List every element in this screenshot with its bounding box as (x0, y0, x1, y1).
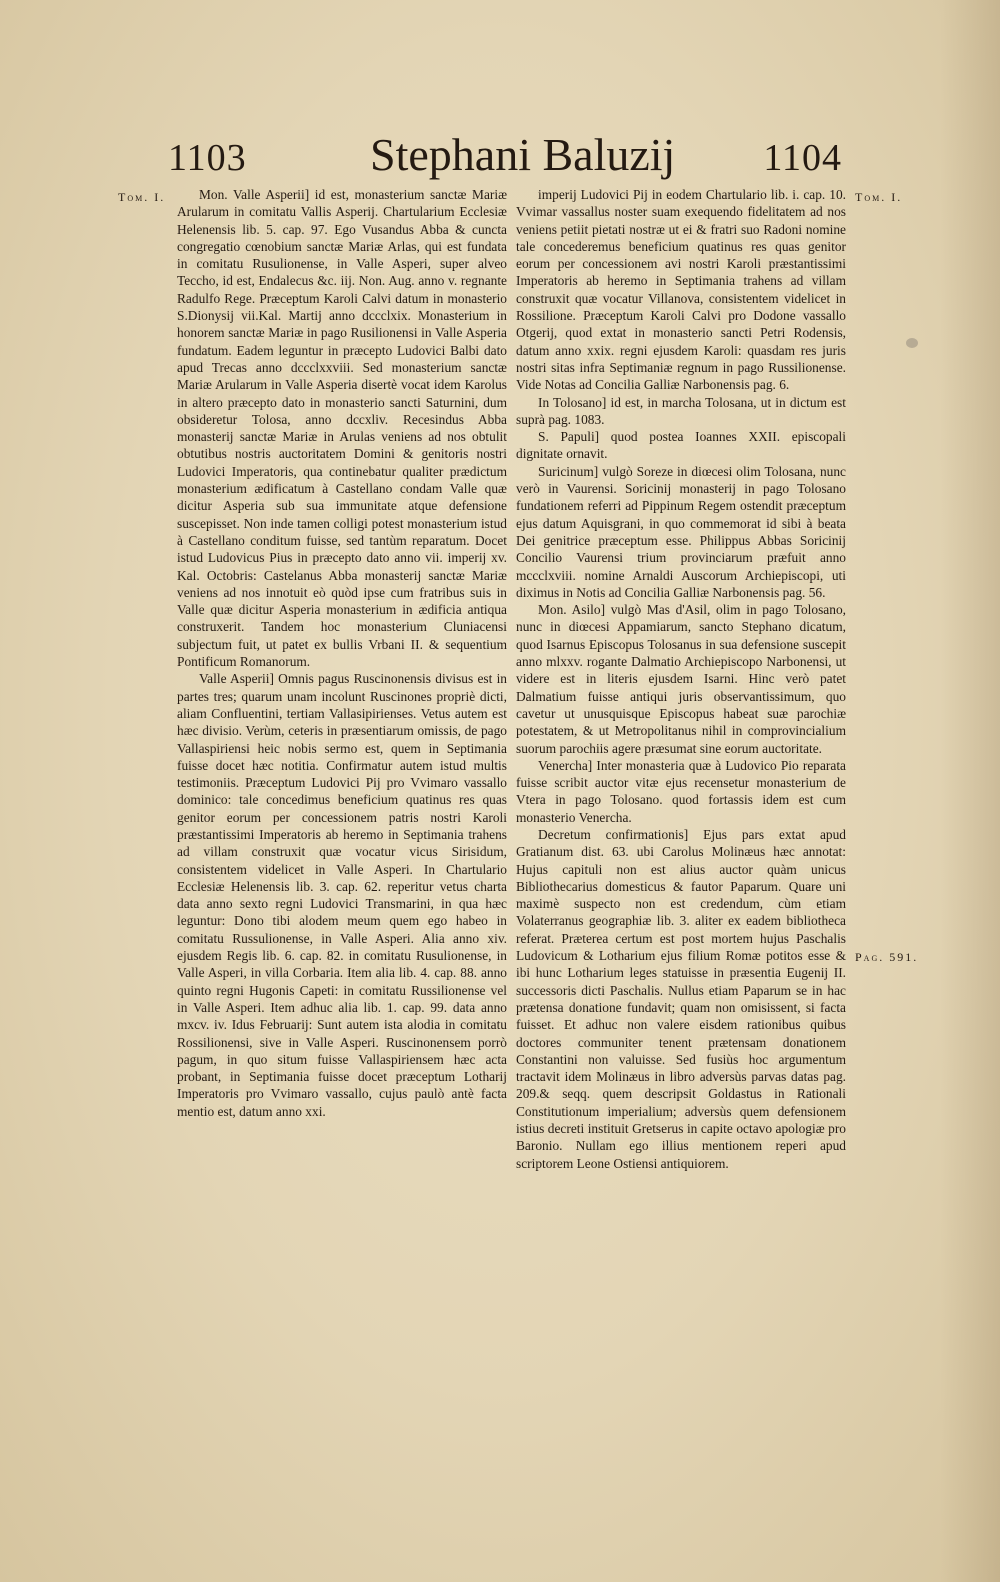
right-paragraph: S. Papuli] quod postea Ioannes XXII. episcopali dignitate ornavit. (516, 429, 846, 462)
right-paragraph: imperij Ludovici Pij in eodem Chartulario lib. i. cap. 10. Vvimar vassallus noster suam exequendo fidelitatem ad nos veniens petiit pietati nostræ ut ei & fratri suo Radoni nomine tale concederemus beneficium quatinus res quas genitor eorum per concessionem avi nostri Karoli præstantissimi Imperatoris ab heremo in Septimania trahens ad villam construxit quæ vocatur Villanova, consistentem videlicet in Rossilione. Præceptum Karoli Calvi pro Dodone vassallo Otgerij, quod extat in monasterio sancti Petri Rodensis, datum anno xxix. regni ejusdem Karoli: quasdam res juris nostri sitas infra Septimaniæ regnum in pago Russilionense. Vide Notas ad Concilia Galliæ Narbonensis pag. 6. (516, 187, 846, 393)
left-page-number: 1103 (168, 137, 247, 179)
margin-note-right-tom: Tom. I. (855, 190, 903, 204)
right-page-number: 1104 (763, 137, 842, 179)
right-paragraph: In Tolosano] id est, in marcha Tolosana, ut in dictum est suprà pag. 1083. (516, 394, 846, 427)
page-header (160, 128, 860, 188)
running-title: Stephani Baluzij (370, 129, 676, 180)
paper-stain (906, 338, 918, 348)
left-text-column (177, 186, 507, 1120)
right-paragraph: Suricinum] vulgò Soreze in diœcesi olim Tolosana, nunc verò in Vaurensi. Soricinij monasterij in pago Tolosano fundationem referri ad Pippinum Regem ostendit præceptum ejus datum Aquisgrani, in quo commemorat id sibi à beata Dei genitrice præceptum esse. Philippus Abbas Soricinij Concilio Vaurensi trium provinciarum præfuit anno mccclxviii. nomine Arnaldi Auscorum Archiepiscopi, uti diximus in Notis ad Concilia Galliæ Narbonensis pag. 56. (516, 463, 846, 600)
right-paragraph: Decretum confirmationis] Ejus pars extat apud Gratianum dist. 63. ubi Carolus Molinæus hæc annotat: Hujus capituli non est alius auctor quàm unicus Bibliothecarius domesticus & fautor Paparum. Quare uni maximè suspecto non est credendum, cùm etiam Volaterranus geographiæ lib. 3. aliter ex eadem bibliotheca referat. Præterea certum est post mortem hujus Paschalis Ludovicum & Lotharium ejus filium Romæ potitos esse & ibi hunc Lotharium leges statuisse in præsentia Eugenij II. successoris dicti Paschalis. Nullus etiam Paparum se in hac prætensa donatione fundavit; quam non omisissent, si facta fuisset. Et adhuc non valere eisdem rationibus quibus doctores communiter tenent prætensam donationem Constantini non valuisse. Sed fusiùs hoc argumentum tractavit idem Molinæus in libro adversùs parvas datas pag. 209.& seqq. quem descripsit Goldastus in Rationali Constitutionum imperialium; adversùs quem defensionem istius decreti instituit Gretserus in capite octavo apologiæ pro Baronio. Nullam ego illius mentionem reperi apud scriptorem Leone Ostiensi antiquiorem. (516, 826, 846, 1171)
left-paragraph: Valle Asperii] Omnis pagus Ruscinonensis divisus est in partes tres; quarum unam incolunt Ruscinones propriè dicti, aliam Confluentini, tertiam Vallasipirienses. Vetus autem est hæc divisio. Verùm, ceteris in præsentiarum omissis, de pago Vallaspiriensi heic nobis sermo est, quem in Septimania fuisse docet hæc notitia. Confirmatur autem istud multis testimoniis. Præceptum Ludovici Pij pro Vvimaro vassallo dominico: tale concedimus beneficium quatinus res quas genitor eorum per concessionem patris nostri Karoli præstantissimi Imperatoris ab heremo in Septimania trahens ad villam construxit quæ vocatur vicus Sirisidum, consistentem videlicet in Valle Asperi. In Chartulario Ecclesiæ Helenensis lib. 3. cap. 62. reperitur vetus charta data anno sexto regni Ludovici Transmarini, in qua hæc leguntur: Dono tibi alodem meum quem ego habeo in comitatu Russulionense, in Valle Asperi. Alia anno xiv. ejusdem Regis lib. 6. cap. 82. in comitatu Rusulionense, in Valle Asperi, in villa Corbaria. Item alia lib. 4. cap. 88. anno quinto regni Hugonis Capeti: in comitatu Russilionense vel in Valle Asperi. Item adhuc alia lib. 1. cap. 99. data anno mxcv. iv. Idus Februarij: Sunt autem ista alodia in comitatu Rossilionensi, sive in Valle Asperi. Ruscinonensem porrò pagum, in quo situm fuisse Vallaspiriensem hæc acta probant, in Septimania fuisse docet præceptum Lotharij Imperatoris pro Vvimaro vassallo, cujus paulò antè facta mentio est, datum anno xxi. (177, 671, 507, 1119)
left-paragraph: Mon. Valle Asperii] id est, monasterium sanctæ Mariæ Arularum in comitatu Vallis Asperij. Chartularium Ecclesiæ Helenensis lib. 5. cap. 97. Ego Vusandus Abba & cuncta congregatio cœnobium sanctæ Mariæ Arlas, qui est fundata in comitatu Rusulionense, in Valle Asperi, super alveo Teccho, id est, Endalecus &c. iij. Non. Aug. anno v. regnante Radulfo Rege. Præceptum Karoli Calvi datum in monasterio S.Dionysij vii.Kal. Martij anno dccclxix. Monasterium in honorem sanctæ Mariæ in pago Rusilionensi in Valle Asperia fundatum. Eadem leguntur in præcepto Ludovici Balbi dato apud Trecas anno dccclxxviii. Sed monasterium sanctæ Mariæ Arularum in Valle Asperia disertè vocat idem Karolus in altero præcepto dato in monasterio sancti Saturnini, dum obsideretur Tolosa, anno dccxliv. Recesindus Abba monasterij sanctæ Mariæ in Arulas veniens ad nos obtulit obtutibus nostris auctoritatem Domini & genitoris nostri Ludovici Imperatoris, qua continebatur qualiter prædictum monasterium ædificatum à Castellano condam Valle quæ dicitur Asperia sub sua immunitate atque defensione suscepisset. Non inde tamen colligi potest monasterium istud à Castellano conditum fuisse, sed tantùm reparatum. Docet istud Ludovicus Pius in præcepto dato anno vii. imperij xv. Kal. Octobris: Castelanus Abba monasterij sanctæ Mariæ veniens ad nos innotuit eò quòd ipse cum fratribus suis in Valle quæ dicitur Asperia monasterium in ædificia antiqua construxerit. Tandem hoc monasterium Cluniacensi subjectum fuit, ut patet ex bullis Vrbani II. & sequentium Pontificum Romanorum. (177, 187, 507, 670)
right-paragraph: Venercha] Inter monasteria quæ à Ludovico Pio reparata fuisse scribit auctor vitæ ejus recensetur monasterium de Vtera in pago Tolosano. quod fortassis idem est cum monasterio Venercha. (516, 757, 846, 825)
right-paragraph: Mon. Asilo] vulgò Mas d'Asil, olim in pago Tolosano, nunc in diœcesi Appamiarum, sancto Stephano dicatum, quod Isarnus Episcopus Tolosanus in sua defensione suscepit anno mlxxv. rogante Dalmatio Archiepiscopo Narbonensi, ut videre est in literis ejusdem Isarni. Hinc verò patet Dalmatium fuisse antiqui juris observantissimum, quo cavetur ut unusquisque Episcopus habeat suæ parochiæ potestatem, & ut Metropolitanus nihil in comprovincialium suorum parochiis agere præsumat sine eorum auctoritate. (516, 602, 846, 756)
margin-note-left-tom: Tom. I. (118, 190, 166, 204)
right-text-column (516, 186, 846, 1172)
margin-note-right-pag: Pag. 591. (855, 950, 919, 964)
